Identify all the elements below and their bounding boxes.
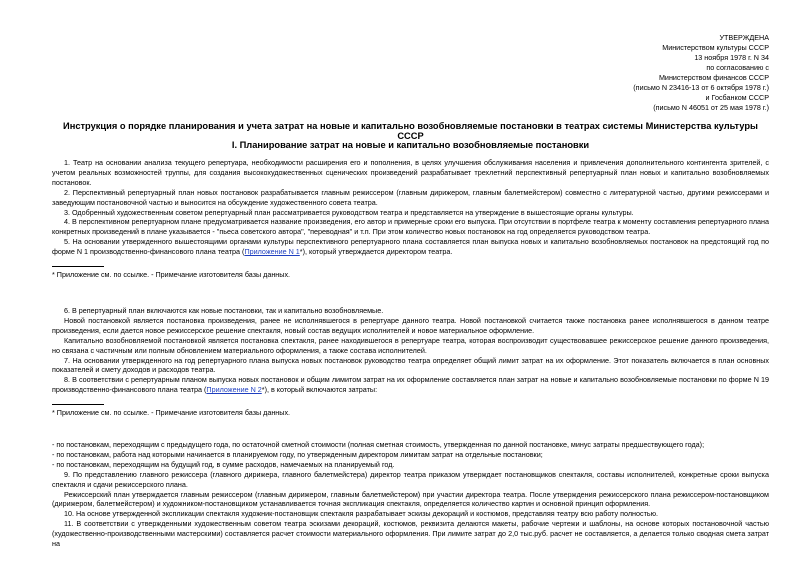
footnote-divider bbox=[52, 266, 104, 267]
approval-line: (письмо N 46051 от 25 мая 1978 г.) bbox=[653, 103, 769, 112]
paragraph-5-text: 5. На основании утвержденного вышестоящими органами культуры перспективного репертуарного плана составляется план выпуска новых и капитально возобновляемых постановок на предстоящий год по форме N 1 производственно-финансового плана театра ( bbox=[52, 237, 769, 257]
appendix-1-link[interactable]: Приложение N 1 bbox=[244, 247, 300, 257]
paragraph-6b: Капитально возобновляемой постановкой является постановка спектакля, ранее находившегося в репертуаре театра, которая воспроизводит существовавшее режиссерское решение данного произведения, но связана с частичным или полным обновлением материального оформления, а также состава исполнителей. bbox=[52, 335, 769, 355]
list-item: - по постановкам, работа над которыми начинается в планируемом году, по утвержденным директором лимитам затрат на отдельные постановки; bbox=[52, 449, 543, 459]
approval-line: и Госбанком СССР bbox=[705, 93, 769, 102]
paragraph-11: 11. В соответствии с утвержденными художественным советом театра эскизами декораций, костюмов, реквизита делаются макеты, рабочие чертежи и шаблоны, на основе которых постановочной частью (художественно-производственными мастерскими) составляется расчет стоимости материального оформления. При лимите затрат до 2,0 тыс.руб. расчет не составляется, а делается только сводная смета затрат на bbox=[52, 519, 769, 549]
approval-line: Министерством культуры СССР bbox=[662, 43, 769, 52]
paragraph-4: 4. В перспективном репертуарном плане предусматривается название произведения, его автор и примерные сроки его выпуска. При отсутствии в портфеле театра к моменту составления репертуарного плана конкретных произведений в плане указывается - "пьеса советского автора", "переводная" и т.п. При этом количество новых постановок на год определяется руководством театра. bbox=[52, 217, 769, 237]
spacer bbox=[52, 280, 769, 306]
paragraph-3: 3. Одобренный художественным советом репертуарный план рассматривается руководством театра и представляется на утверждение в вышестоящие органы культуры. bbox=[64, 207, 634, 217]
paragraph-6: 6. В репертуарный план включаются как новые постановки, так и капитально возобновляемые. bbox=[64, 305, 384, 315]
paragraph-5-tail: *), который утверждается директором театра. bbox=[299, 247, 453, 257]
spacer bbox=[52, 418, 769, 440]
approval-line: 13 ноября 1978 г. N 34 bbox=[694, 53, 769, 62]
list-item: - по постановкам, переходящим с предыдущего года, по остаточной сметной стоимости (полная сметная стоимость, утвержденная по данной постановке, минус затраты предшествующего года); bbox=[52, 440, 705, 450]
paragraph-8-text: 8. В соответствии с репертуарным планом выпуска новых постановок и общим лимитом затрат на их оформление составляется план затрат на новые и капитально возобновляемые постановки по форме N 19 производственно-финансового плана театра ( bbox=[52, 375, 769, 395]
section-title: I. Планирование затрат на новые и капитально возобновляемые постановки bbox=[231, 140, 590, 150]
paragraph-10: 10. На основе утвержденной экспликации спектакля художник-постановщик спектакля разрабатывает эскизы декораций и костюмов, представляя театру всю работу полностью. bbox=[64, 509, 659, 519]
paragraph-9a: Режиссерский план утверждается главным режиссером (главным дирижером, главным балетмейстером) при участии директора театра. После утверждения режиссерского плана режиссером-постановщиком (дирижером, балетмейстером) и художником-постановщиком устанавливается точная экспликация спектакля, определяется количество картин и основной принцип оформления. bbox=[52, 489, 769, 509]
approval-block bbox=[633, 33, 769, 113]
approval-line: (письмо N 23416-13 от 6 октября 1978 г.) bbox=[633, 83, 769, 92]
approval-line: Министерством финансов СССР bbox=[658, 73, 769, 82]
paragraph-2: 2. Перспективный репертуарный план новых постановок разрабатывается главным режиссером (главным дирижером, главным балетмейстером) совместно с литературной частью, другими режиссерами и заведующим постановочной частью и выносится на обсуждение художественного совета театра. bbox=[52, 187, 769, 207]
paragraph-6a: Новой постановкой является постановка произведения, ранее не исполнявшегося в репертуаре данного театра. Новой постановкой считается также постановка ранее исполнявшегося в данном театре произведения, если дается новое режиссерское решение спектакля, новый состав ведущих исполнителей и новое материальное оформление. bbox=[52, 315, 769, 335]
paragraph-8-tail: *), в который включаются затраты: bbox=[261, 385, 378, 395]
footnote-2: * Приложение см. по ссылке. - Примечание изготовителя базы данных. bbox=[52, 408, 291, 418]
paragraph-8 bbox=[52, 375, 769, 395]
document-body bbox=[52, 158, 769, 549]
approval-line: по согласованию с bbox=[706, 63, 769, 72]
approval-line: УТВЕРЖДЕНА bbox=[719, 33, 769, 42]
paragraph-7: 7. На основании утвержденного на год репертуарного плана выпуска новых постановок руководство театра определяет общий лимит затрат на их оформление. Этот показатель включается в план основных показателей и смету доходов и расходов театра. bbox=[52, 355, 769, 375]
paragraph-5 bbox=[52, 237, 769, 257]
paragraph-9: 9. По представлению главного режиссера (главного дирижера, главного балетмейстера) директор театра приказом утверждает постановщиков спектакля, составы исполнителей, конкретные сроки выпуска спектакля и сдачи режиссерского плана. bbox=[52, 469, 769, 489]
list-item: - по постановкам, переходящим на будущий год, в сумме расходов, намечаемых на планируемый год. bbox=[52, 459, 395, 469]
appendix-2-link[interactable]: Приложение N 2 bbox=[206, 385, 262, 395]
footnote-1: * Приложение см. по ссылке. - Примечание изготовителя базы данных. bbox=[52, 270, 291, 280]
footnote-divider bbox=[52, 404, 104, 405]
document-title: Инструкция о порядке планирования и учета затрат на новые и капитально возобновляемые постановки в театрах системы Министерства культуры СССР bbox=[63, 121, 758, 141]
paragraph-1: 1. Театр на основании анализа текущего репертуара, необходимости расширения его и пополнения, в целях улучшения обслуживания населения и привлечения дополнительного контингента зрителей, с учетом реальных возможностей труппы, для создания высокохудожественных сценических произведений разрабатывает трехлетний перспективный репертуарный план новых и капитально возобновляемых постановок. bbox=[52, 158, 769, 187]
